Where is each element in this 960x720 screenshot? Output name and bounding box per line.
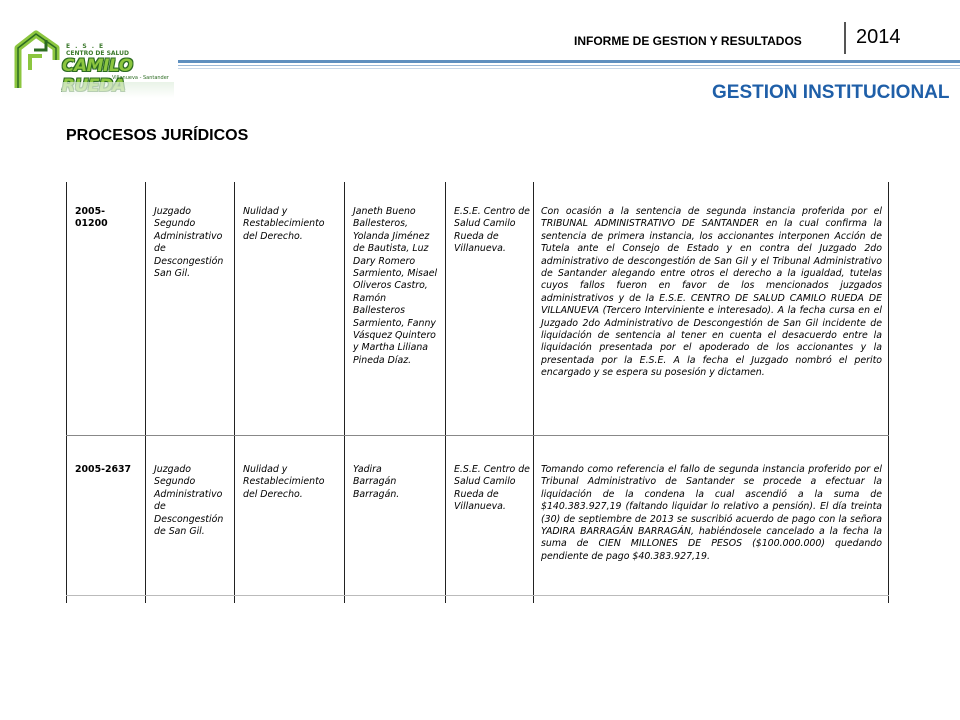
- table-cell-demandado: E.S.E. Centro de Salud Camilo Rueda de Villanueva.: [454, 464, 530, 513]
- table-cell-estado: Tomando como referencia el fallo de segunda instancia proferido por el Tribunal Administrativo de Santander se procede a efectuar la liquidación de la condena la cual ascendió a la suma de $140.383.927,19 (faltando liquidar lo relativo a pensión). El día treinta (30) de septiembre de 2013 se suscribió acuerdo de pago con la señora YADIRA BARRAGÁN BARRAGÁN, habiéndosele cancelado a la fecha la suma de CIEN MILLONES DE PESOS ($100.000.000) quedando pendiente de pago $40.383.927,19.: [541, 464, 882, 562]
- institution-logo: [8, 26, 178, 106]
- row-divider: [66, 435, 889, 436]
- page-subtitle: PROCESOS JURÍDICOS: [66, 127, 249, 144]
- logo-name-text: CAMILO: [62, 56, 133, 76]
- header-rule-thin: [178, 65, 960, 66]
- logo-reflection: [62, 82, 174, 98]
- logo-ese-text: E.S.E: [66, 43, 109, 50]
- table-border-right: [888, 182, 889, 603]
- table-cell-radicado: 2005-01200: [75, 206, 108, 230]
- column-divider: [533, 182, 534, 603]
- table-cell-accion: Nulidad y Restablecimiento del Derecho.: [243, 206, 325, 242]
- table-cell-juzgado: Juzgado Segundo Administrativo de Descongestión San Gil.: [154, 206, 224, 280]
- section-title: GESTION INSTITUCIONAL: [712, 82, 950, 103]
- report-year: 2014: [856, 26, 901, 48]
- row-divider: [66, 595, 889, 596]
- table-cell-estado: Con ocasión a la sentencia de segunda instancia proferida por el TRIBUNAL ADMINISTRATIVO DE SANTANDER en la cual confirma la sentencia de primera instancia, los accionantes interponen Acción de Tutela ante el Consejo de Estado y en contra del Juzgado 2do administrativo de descongestión de San Gil y el Tribunal Administrativo de Santander alegando entre otros el derecho a la igualdad, tutelas cuyos fallos fueron en favor de los mencionados juzgados administrativos y de la E.S.E. CENTRO DE SALUD CAMILO RUEDA DE VILLANUEVA (Tercero Interviniente e interesado). A la fecha cursa en el Juzgado 2do Administrativo de Descongestión de San Gil incidente de liquidación de sentencia al tener en cuenta el desacuerdo entre la liquidación presentada por el apoderado de los accionantes y la presentada por la E.S.E. A la fecha el Juzgado nombró el perito encargado y se espera su posesión y dictamen.: [541, 206, 882, 379]
- header-rule-thick: [178, 60, 960, 63]
- column-divider: [145, 182, 146, 603]
- logo-centro-text: CENTRO DE SALUD: [66, 50, 130, 57]
- table-cell-demandantes: Janeth Bueno Ballesteros, Yolanda Jiménez de Bautista, Luz Dary Romero Sarmiento, Misael Oliveros Castro, Ramón Ballesteros Sarmiento, Fanny Vásquez Quintero y Martha Liliana Pineda Díaz.: [353, 206, 438, 366]
- report-title: INFORME DE GESTION Y RESULTADOS: [574, 34, 802, 48]
- table-cell-demandantes: Yadira Barragán Barragán.: [353, 464, 400, 500]
- table-cell-radicado: 2005-2637: [75, 464, 132, 475]
- table-border-left: [66, 182, 67, 603]
- table-cell-juzgado: Juzgado Segundo Administrativo de Descongestión de San Gil.: [154, 464, 224, 538]
- table-cell-demandado: E.S.E. Centro de Salud Camilo Rueda de Villanueva.: [454, 206, 530, 255]
- header-rule-light: [178, 68, 960, 69]
- column-divider: [445, 182, 446, 603]
- column-divider: [234, 182, 235, 603]
- legal-processes-table: [66, 182, 889, 603]
- table-cell-accion: Nulidad y Restablecimiento del Derecho.: [243, 464, 325, 500]
- header-divider: [844, 22, 846, 54]
- column-divider: [344, 182, 345, 603]
- logo-place-text: Villanueva - Santander: [112, 75, 169, 81]
